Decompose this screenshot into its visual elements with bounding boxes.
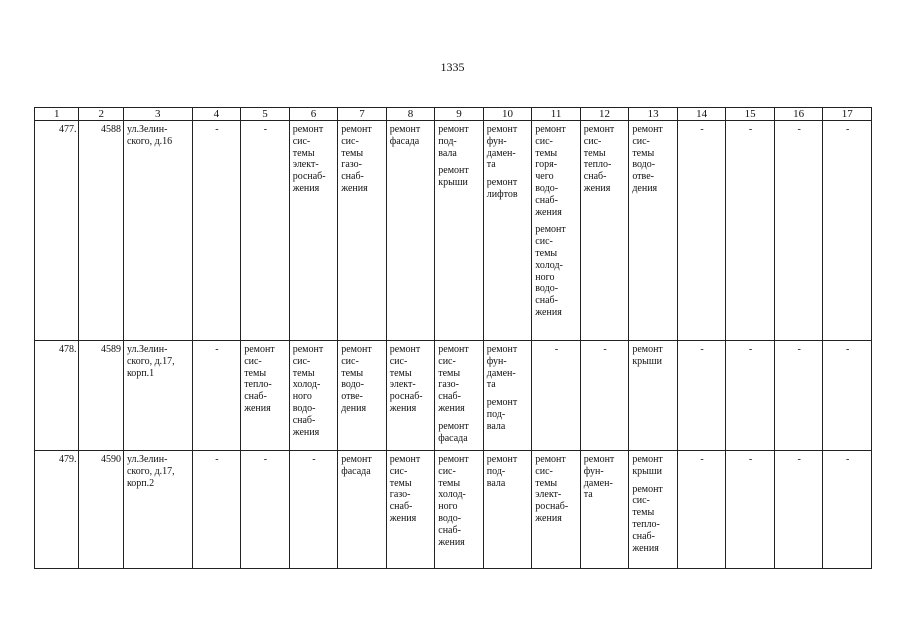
work-cell-col-12: [580, 451, 629, 569]
empty-dash: -: [846, 454, 850, 465]
work-cell-col-5: [241, 341, 290, 451]
table-row: [35, 121, 872, 341]
page-number: 1335: [440, 60, 465, 74]
empty-dash: -: [797, 124, 801, 135]
work-cell-col-11: [532, 121, 581, 341]
work-cell-col-8: [386, 341, 435, 451]
repair-work-item: ремонт сис- темы тепло- снаб- жения: [244, 344, 275, 414]
column-header-1: 1: [35, 108, 79, 121]
column-header-12: 12: [580, 108, 629, 121]
repair-work-item: ремонт фасада: [341, 454, 372, 477]
work-cell-col-8: [386, 451, 435, 569]
building-address-text: ул.Зелин- ского, д.17, корп.1: [126, 344, 175, 379]
work-cell-col-12: [580, 341, 629, 451]
work-cell-col-17: [823, 121, 872, 341]
repair-work-item: ремонт фун- дамен- та: [486, 344, 518, 391]
empty-dash: -: [748, 454, 753, 465]
column-header-9: 9: [435, 108, 484, 121]
column-header-5: 5: [241, 108, 290, 121]
column-header-2: 2: [79, 108, 123, 121]
empty-dash: -: [846, 124, 850, 135]
work-cell-col-15: [726, 451, 775, 569]
column-header-8: 8: [386, 108, 435, 121]
building-address: [123, 451, 192, 569]
work-cell-col-14: [677, 451, 726, 569]
column-header-4: 4: [192, 108, 241, 121]
building-code-text: 4590: [100, 454, 121, 465]
column-header-17: 17: [823, 108, 872, 121]
work-cell-col-8: [386, 121, 435, 341]
building-address-text: ул.Зелин- ского, д.17, корп.2: [126, 454, 175, 489]
empty-dash: -: [700, 344, 704, 355]
repair-work-item: ремонт крыши: [632, 454, 663, 477]
work-cell-col-16: [774, 121, 823, 341]
work-cell-col-6: [289, 121, 338, 341]
work-cell-col-7: [338, 341, 387, 451]
work-cell-col-16: [774, 451, 823, 569]
repair-work-item: ремонт сис- темы тепло- снаб- жения: [632, 483, 663, 554]
repair-work-item: ремонт фун- дамен- та: [486, 124, 518, 171]
work-cell-col-6: [289, 341, 338, 451]
work-cell-col-9: [435, 451, 484, 569]
building-address: [123, 121, 192, 341]
repair-work-item: ремонт сис- темы холод- ного водо- снаб- жения: [438, 454, 469, 548]
empty-dash: -: [215, 344, 219, 355]
work-cell-col-11: [532, 341, 581, 451]
column-header-11: 11: [532, 108, 581, 121]
building-code-text: 4588: [100, 124, 121, 135]
column-header-16: 16: [774, 108, 823, 121]
column-header-14: 14: [677, 108, 726, 121]
row-number-text: 479.: [58, 454, 77, 465]
work-cell-col-6: [289, 451, 338, 569]
work-cell-col-9: [435, 121, 484, 341]
repair-schedule-table: [34, 107, 872, 569]
row-number: [35, 121, 79, 341]
empty-dash: -: [797, 454, 801, 465]
empty-dash: -: [748, 124, 753, 135]
column-header-6: 6: [289, 108, 338, 121]
work-cell-col-15: [726, 121, 775, 341]
work-cell-col-7: [338, 121, 387, 341]
empty-dash: -: [846, 344, 850, 355]
repair-work-item: ремонт крыши: [438, 165, 469, 189]
work-cell-col-15: [726, 341, 775, 451]
work-cell-col-10: [483, 341, 532, 451]
empty-dash: -: [312, 454, 316, 465]
work-cell-col-14: [677, 341, 726, 451]
empty-dash: -: [554, 344, 559, 355]
repair-work-item: ремонт фасада: [438, 420, 469, 444]
repair-work-item: ремонт под- вала: [486, 397, 518, 432]
work-cell-col-4: [192, 451, 241, 569]
empty-dash: -: [263, 124, 268, 135]
work-cell-col-14: [677, 121, 726, 341]
header-row: [35, 108, 872, 121]
repair-work-item: ремонт сис- темы водо- отве- дения: [341, 344, 372, 414]
repair-work-item: ремонт сис- темы холод- ного водо- снаб- жения: [535, 224, 566, 318]
building-code: [79, 451, 123, 569]
repair-work-item: ремонт сис- темы газо- снаб- жения: [389, 454, 421, 524]
row-number-text: 477.: [58, 124, 77, 135]
column-header-7: 7: [338, 108, 387, 121]
repair-work-item: ремонт сис- темы тепло- снаб- жения: [583, 124, 615, 194]
repair-work-item: ремонт сис- темы газо- снаб- жения: [438, 344, 469, 414]
table-row: [35, 451, 872, 569]
work-cell-col-17: [823, 451, 872, 569]
work-cell-col-4: [192, 121, 241, 341]
building-address: [123, 341, 192, 451]
repair-work-item: ремонт сис- темы элект- роснаб- жения: [292, 124, 326, 194]
work-cell-col-5: [241, 451, 290, 569]
building-code: [79, 121, 123, 341]
building-code: [79, 341, 123, 451]
column-header-10: 10: [483, 108, 532, 121]
work-cell-col-13: [629, 451, 678, 569]
repair-work-item: ремонт сис- темы элект- роснаб- жения: [535, 454, 569, 524]
work-cell-col-10: [483, 121, 532, 341]
column-header-13: 13: [629, 108, 678, 121]
repair-work-item: ремонт фун- дамен- та: [583, 454, 615, 501]
table-row: [35, 341, 872, 451]
repair-work-item: ремонт лифтов: [486, 177, 518, 200]
repair-work-item: ремонт сис- темы холод- ного водо- снаб- жения: [292, 344, 324, 438]
work-cell-col-5: [241, 121, 290, 341]
empty-dash: -: [263, 454, 268, 465]
work-cell-col-17: [823, 341, 872, 451]
empty-dash: -: [748, 344, 753, 355]
repair-work-item: ремонт сис- темы горя- чего водо- снаб- жения: [535, 124, 566, 218]
building-address-text: ул.Зелин- ского, д.16: [126, 124, 173, 147]
work-cell-col-13: [629, 341, 678, 451]
empty-dash: -: [797, 344, 801, 355]
empty-dash: -: [603, 344, 607, 355]
empty-dash: -: [700, 454, 704, 465]
empty-dash: -: [215, 454, 219, 465]
building-code-text: 4589: [100, 344, 121, 355]
work-cell-col-12: [580, 121, 629, 341]
empty-dash: -: [700, 124, 704, 135]
repair-work-item: ремонт крыши: [632, 344, 663, 367]
row-number: [35, 341, 79, 451]
column-header-15: 15: [726, 108, 775, 121]
work-cell-col-11: [532, 451, 581, 569]
repair-work-item: ремонт под- вала: [438, 124, 469, 159]
repair-work-item: ремонт сис- темы водо- отве- дения: [632, 124, 663, 194]
repair-work-item: ремонт под- вала: [486, 454, 518, 489]
work-cell-col-10: [483, 451, 532, 569]
work-cell-col-9: [435, 341, 484, 451]
row-number: [35, 451, 79, 569]
work-cell-col-13: [629, 121, 678, 341]
work-cell-col-7: [338, 451, 387, 569]
empty-dash: -: [215, 124, 219, 135]
work-cell-col-4: [192, 341, 241, 451]
column-header-3: 3: [123, 108, 192, 121]
repair-work-item: ремонт фасада: [389, 124, 421, 147]
repair-work-item: ремонт сис- темы газо- снаб- жения: [341, 124, 372, 194]
work-cell-col-16: [774, 341, 823, 451]
row-number-text: 478.: [58, 344, 77, 355]
repair-work-item: ремонт сис- темы элект- роснаб- жения: [389, 344, 423, 414]
